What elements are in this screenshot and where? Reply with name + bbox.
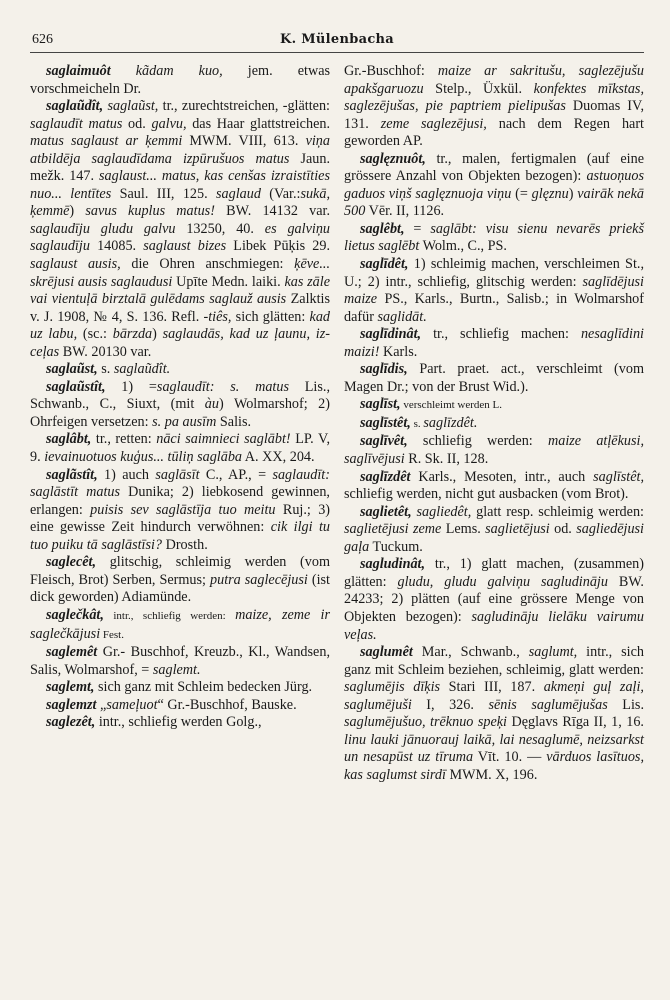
- entry-text: od.: [549, 521, 577, 538]
- entry-text: BW. 24233; 2) plätten (auf eine grössere Menge von Objekten bezogen):: [344, 573, 644, 625]
- italic-text: es galviņu saglaudīju: [30, 220, 331, 255]
- entry-text: PS., Karls., Burtn., Salisb.; in Wolmarshof dafür: [344, 291, 644, 325]
- entry-continuation: [344, 63, 644, 151]
- dictionary-entry: [30, 714, 330, 732]
- italic-text: saglidāt.: [377, 308, 427, 325]
- entry-text: glatt resp. schleimig werden:: [471, 503, 644, 520]
- italic-text: akmeņi guļ zaļi, saglumējuši: [344, 679, 644, 713]
- italic-text: sēnis saglumējušas: [488, 696, 608, 713]
- entry-text: Lis.: [607, 696, 644, 713]
- italic-text: sagliedējusi gaļa: [344, 521, 644, 555]
- dictionary-entry: [344, 469, 644, 504]
- headword: saglaũstît,: [46, 378, 106, 395]
- italic-text: -tiês,: [203, 308, 232, 325]
- entry-text: Lis., Schwanb., C., Siuxt, (mit: [30, 378, 330, 413]
- headword: saglęznuôt,: [360, 150, 426, 167]
- dictionary-entry: [344, 396, 644, 415]
- italic-text: savus kuplus matus!: [85, 203, 215, 220]
- italic-text: lentītes: [61, 185, 112, 202]
- entry-text: Fest.: [100, 628, 124, 641]
- entry-text: glitschig, schleimig werden (vom Fleisch, Brot) Serben, Sermus;: [30, 554, 330, 588]
- entry-text: tr., schliefig machen:: [421, 326, 581, 343]
- italic-text: saglaũst,: [103, 98, 159, 115]
- italic-text: saglumējis dīķis: [344, 679, 441, 696]
- italic-text: saglaudīju gludu galvu: [30, 220, 176, 237]
- italic-text: galvu,: [151, 115, 187, 132]
- italic-text: saglāsīt: [155, 466, 200, 483]
- entry-text: ) Wolmarshof; 2) Ohrfeigen versetzen:: [30, 396, 330, 430]
- entry-text: I, 326.: [411, 696, 489, 713]
- italic-text: kas zāle vai vientuļā birztalā gulēdams saglauž ausis: [30, 273, 331, 308]
- headword: saglezêt,: [46, 714, 96, 731]
- headword: sagludinât,: [360, 556, 426, 573]
- entry-text: „: [96, 696, 107, 713]
- entry-text: Libek Pūķis 29.: [226, 238, 330, 255]
- headword: saglemt,: [46, 679, 95, 696]
- page-header: [30, 30, 644, 53]
- entry-text: R. Sk. II, 128.: [404, 451, 489, 468]
- entry-text: Gr.-Buschhof:: [344, 63, 438, 79]
- dictionary-entry: [30, 63, 330, 98]
- italic-text: vārduos lasītuos, kas saglumst sirdī: [344, 749, 645, 783]
- entry-text: Dunika; 2) liebkosend gewinnen, erlangen:: [30, 484, 330, 518]
- italic-text: s. pa ausīm: [152, 413, 217, 430]
- entry-text: 1) =: [105, 378, 157, 395]
- headword: saglecêt,: [46, 554, 97, 571]
- italic-text: putra saglecējusi: [210, 571, 308, 588]
- italic-text: saglīstêt,: [593, 468, 644, 485]
- entry-text: “ Gr.-Buschhof, Bauske.: [157, 696, 297, 713]
- entry-text: Lems.: [441, 521, 486, 538]
- entry-text: Mar., Schwanb.,: [412, 644, 529, 661]
- entry-text: tr., retten:: [91, 431, 157, 448]
- italic-text: ievainuotuos kuģus... tūliņ saglāba: [44, 449, 243, 466]
- entry-text: Saul. III, 125.: [111, 185, 217, 202]
- entry-text: (ist dick geworden) Adiamünde.: [30, 571, 330, 606]
- headword: saglīzdêt: [360, 468, 411, 485]
- dictionary-entry: [344, 221, 644, 256]
- italic-text: saglaust ausis,: [30, 256, 121, 273]
- italic-text: cik ilgi tu tuo puiku tā saglāstīsi?: [30, 519, 330, 553]
- italic-text: glęznu: [531, 185, 569, 202]
- left-column: [30, 63, 330, 784]
- headword: saglêbt,: [360, 220, 405, 237]
- italic-text: sagliedêt,: [411, 503, 472, 520]
- entry-text: Salis.: [216, 413, 252, 430]
- dictionary-entry: [30, 607, 330, 644]
- italic-text: bārzda: [112, 326, 153, 343]
- entry-text: intr., schliefig werden Golg.,: [95, 714, 262, 731]
- entry-text: 14085.: [89, 238, 144, 255]
- italic-text: maize atļēkusi, saglīvējusi: [344, 433, 645, 468]
- entry-text: sich glätten:: [231, 308, 310, 325]
- italic-text: saglābt: visu sienu nevarēs priekš lietus saglēbt: [344, 220, 644, 255]
- entry-text: BW. 14132 var.: [214, 203, 330, 220]
- italic-text: saglumt,: [528, 644, 578, 661]
- entry-text: Drosth.: [162, 536, 208, 553]
- dictionary-entry: [344, 361, 644, 396]
- entry-text: =: [404, 220, 431, 237]
- running-head: K. Mülenbacha: [279, 32, 395, 47]
- page-number: 626: [32, 32, 53, 47]
- dictionary-entry: [30, 679, 330, 697]
- text-columns: [30, 63, 644, 784]
- entry-text: Part. praet. act., verschleimt (vom Magen Dr.; von der Brust Wid.).: [344, 361, 644, 395]
- entry-text: Vīt. 10. —: [473, 749, 547, 766]
- entry-text: Duomas IV, 131.: [344, 98, 644, 132]
- headword: saglīdêt,: [360, 256, 409, 273]
- entry-text: (=: [511, 185, 532, 202]
- italic-text: ķēve... skrējusi ausis saglaudusi: [30, 256, 330, 290]
- headword: saglīdinât,: [360, 326, 422, 343]
- entry-text: schliefig werden:: [407, 433, 548, 450]
- dictionary-entry: [30, 431, 330, 466]
- italic-text: saglumējušuo, trēknuo speķi: [344, 714, 507, 731]
- italic-text: saglemt.: [152, 661, 201, 678]
- entry-text: C., AP., =: [199, 466, 273, 483]
- entry-text: ): [152, 326, 163, 343]
- italic-text: saglaudās, kad uz ļaunu, izceļas: [30, 326, 330, 360]
- italic-text: saglaud: [216, 185, 261, 202]
- entry-text: Upīte Medn. laiki.: [172, 273, 285, 290]
- entry-text: (sc.:: [77, 326, 113, 343]
- dictionary-entry: [30, 361, 330, 379]
- entry-text: Jaun. mežk. 147.: [30, 150, 330, 185]
- entry-text: jem. etwas vorschmeicheln Dr.: [30, 63, 331, 97]
- italic-text: maize, zeme ir saglečkājusi: [30, 606, 330, 642]
- dictionary-entry: [30, 379, 330, 432]
- italic-text: kãdam kuo,: [110, 63, 223, 79]
- italic-text: maize ar sakritušu, saglezējušu apakšgaruozu: [344, 63, 645, 97]
- italic-text: saglīzdêt.: [423, 414, 478, 431]
- dictionary-entry: [30, 554, 330, 607]
- headword: saglemzt: [46, 696, 97, 713]
- italic-text: vairāk nekā 500: [344, 185, 644, 220]
- headword: saglemêt: [46, 644, 98, 661]
- headword: saglaũst,: [46, 361, 98, 378]
- entry-text: verschleimt werden L.: [400, 399, 503, 412]
- entry-text: Wolm., C., PS.: [419, 238, 507, 255]
- entry-text: Karls.: [379, 343, 418, 360]
- entry-text: sich ganz mit Schleim bedecken Jürg.: [94, 679, 313, 696]
- italic-text: viņa atbildēja saglaudīdama izpūrušuos matus: [30, 133, 330, 167]
- italic-text: saglaudīt: saglāstīt matus: [30, 466, 330, 501]
- italic-text: saglietējusi: [485, 521, 550, 538]
- entry-text: A. XX, 204.: [242, 449, 315, 466]
- italic-text: gludu, gludu galviņu sagludināju: [397, 573, 608, 590]
- right-column: [344, 63, 644, 784]
- headword: saglumêt: [360, 644, 413, 661]
- entry-text: schliefig werden, nicht gut ausbacken (vom Brot).: [344, 486, 629, 503]
- dictionary-entry: [30, 467, 330, 555]
- entry-text: Zalktis v. J. 1908, № 4, S. 136. Refl.: [30, 291, 331, 325]
- entry-text: ): [568, 185, 578, 202]
- italic-text: konfektes mīkstas, saglezējušas, pie paptriem pielipušas: [344, 80, 645, 115]
- italic-text: saglaust bizes: [143, 238, 227, 255]
- entry-text: 13250, 40.: [175, 220, 265, 237]
- entry-text: Tuckum.: [369, 538, 423, 555]
- entry-text: MWM. X, 196.: [445, 766, 538, 783]
- headword: saglaũdît,: [46, 98, 104, 115]
- dictionary-entry: [344, 326, 644, 361]
- headword: saglīstêt,: [360, 414, 411, 431]
- entry-text: das Haar glattstreichen.: [186, 115, 331, 132]
- italic-text: astuoņuos gaduos viņš saglęznuoja viņu: [344, 168, 644, 202]
- italic-text: saglaũdît.: [113, 361, 171, 378]
- italic-text: puisis sev saglāstīja tuo meitu: [90, 501, 276, 518]
- entry-text: tr., 1) glatt machen, (zusammen) glätten:: [344, 556, 644, 590]
- dictionary-entry: [344, 433, 644, 468]
- headword: saglīdis,: [360, 361, 408, 378]
- entry-text: tr., malen, fertigmalen (auf eine grössere Anzahl von Objekten bezogen):: [344, 150, 644, 185]
- entry-text: Stari III, 187.: [440, 679, 544, 696]
- italic-text: nāci saimnieci saglābt!: [156, 431, 291, 448]
- entry-text: ): [69, 203, 86, 220]
- italic-text: saglaudīt: s. matus: [156, 378, 289, 395]
- headword: saglãstît,: [46, 466, 98, 483]
- italic-text: nesaglīdini maizi!: [344, 326, 644, 360]
- entry-text: 1) auch: [97, 466, 156, 483]
- italic-text: àu: [204, 396, 219, 413]
- entry-text: 1) schleimig machen, verschleimen St., U.; 2) intr., schliefig, glitschig werden:: [344, 256, 644, 290]
- italic-text: saglaudīt matus: [30, 115, 123, 132]
- italic-text: saglaust... matus, kas cenšas izraistīties nuo...: [30, 168, 330, 202]
- italic-text: zeme saglezējusi,: [380, 115, 487, 132]
- headword: saglâbt,: [46, 431, 92, 448]
- entry-text: tr., zurechtstreichen, -glätten:: [158, 98, 330, 115]
- italic-text: sagludināju lielāku vairumu veļas.: [344, 608, 644, 643]
- italic-text: linu lauki jānuorauj laikā, lai nesaglumē, neizsarkst un nesapūst uz tīruma: [344, 731, 644, 766]
- italic-text: saglīdējusi maize: [344, 273, 644, 308]
- entry-text: BW. 20130 var.: [59, 343, 152, 360]
- entry-text: die Ohren anschmiegen:: [120, 256, 295, 273]
- entry-text: Stelp., Üxkül.: [423, 80, 534, 97]
- entry-text: intr., sich ganz mit Schleim beziehen, schleimig, glatt werden:: [344, 644, 644, 678]
- dictionary-entry: [344, 504, 644, 557]
- entry-text: Dęglavs Rīga II, 1, 16.: [507, 714, 644, 731]
- dictionary-entry: [30, 697, 330, 715]
- italic-text: sameļuot: [106, 696, 158, 713]
- entry-text: Ruj.; 3) eine gewisse Zeit hindurch verwöhnen:: [30, 501, 331, 536]
- dictionary-entry: [344, 151, 644, 221]
- entry-text: Vēr. II, 1126.: [365, 203, 445, 220]
- entry-text: Karls., Mesoten, intr., auch: [410, 468, 594, 485]
- headword: saglīvêt,: [360, 433, 408, 450]
- headword: saglečkât,: [46, 606, 104, 623]
- entry-text: (Var.:: [260, 185, 301, 202]
- entry-text: od.: [122, 115, 152, 132]
- italic-text: sukā, ķemmē: [30, 185, 330, 220]
- entry-text: LP. V, 9.: [30, 431, 330, 466]
- dictionary-entry: [344, 556, 644, 644]
- entry-text: MWM. VIII, 613.: [182, 133, 306, 150]
- dictionary-entry: [344, 644, 644, 784]
- dictionary-entry: [344, 415, 644, 434]
- entry-text: Gr.- Buschhof, Kreuzb., Kl., Wandsen, Salis, Wolmarshof, =: [30, 644, 330, 678]
- dictionary-entry: [30, 644, 330, 679]
- dictionary-entry: [30, 98, 330, 361]
- headword: saglaimuôt: [46, 63, 111, 79]
- entry-text: s.: [410, 417, 424, 430]
- italic-text: kad uz labu,: [30, 308, 331, 343]
- italic-text: saglietējusi zeme: [344, 521, 442, 538]
- dictionary-entry: [344, 256, 644, 326]
- entry-text: intr., schliefig werden:: [103, 609, 236, 622]
- entry-text: nach dem Regen hart geworden AP.: [344, 115, 644, 150]
- italic-text: matus saglaust ar ķemmi: [30, 133, 183, 150]
- entry-text: s.: [97, 361, 114, 378]
- headword: saglīst,: [360, 396, 401, 413]
- headword: saglietêt,: [360, 503, 412, 520]
